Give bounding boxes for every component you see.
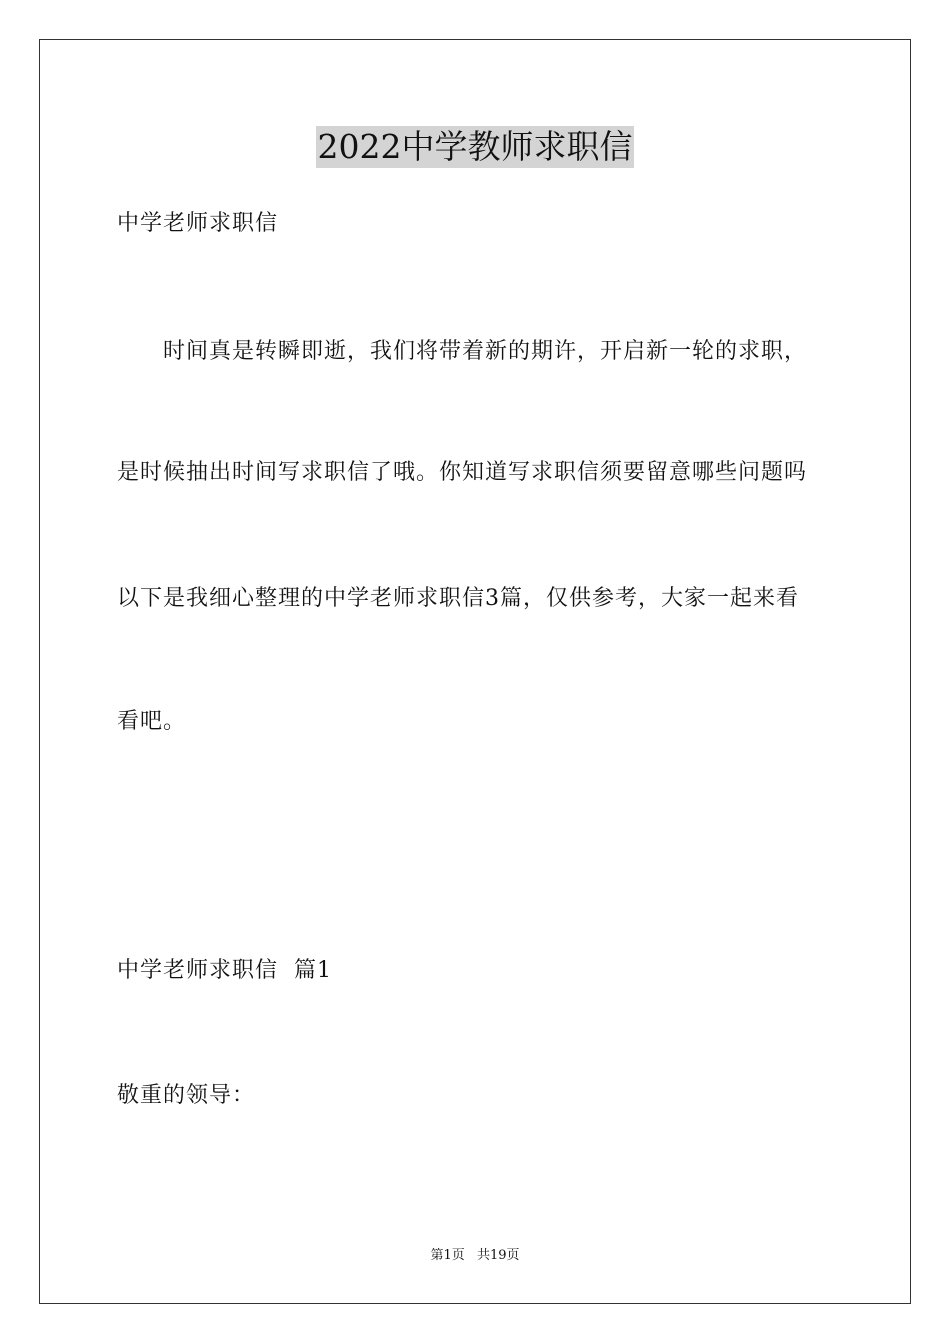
total-pages: 共19页 [476,1248,520,1263]
intro-line-3: 以下是我细心整理的中学老师求职信3篇，仅供参考，大家一起来看 [117,586,799,611]
intro-line-1: 时间真是转瞬即逝，我们将带着新的期许，开启新一轮的求职， [163,339,808,364]
salutation: 敬重的领导： [117,1083,256,1108]
document-subtitle: 中学老师求职信 [117,211,279,236]
intro-line-4: 看吧。 [117,709,187,734]
document-title: 2022中学教师求职信 [317,127,633,166]
section-heading: 中学老师求职信 篇1 [117,958,332,983]
intro-line-2: 是时候抽出时间写求职信了哦。你知道写求职信须要留意哪些问题吗 [117,460,808,485]
page-number: 第1页 [430,1248,465,1263]
title-container [0,126,950,168]
page-footer [0,1247,950,1265]
